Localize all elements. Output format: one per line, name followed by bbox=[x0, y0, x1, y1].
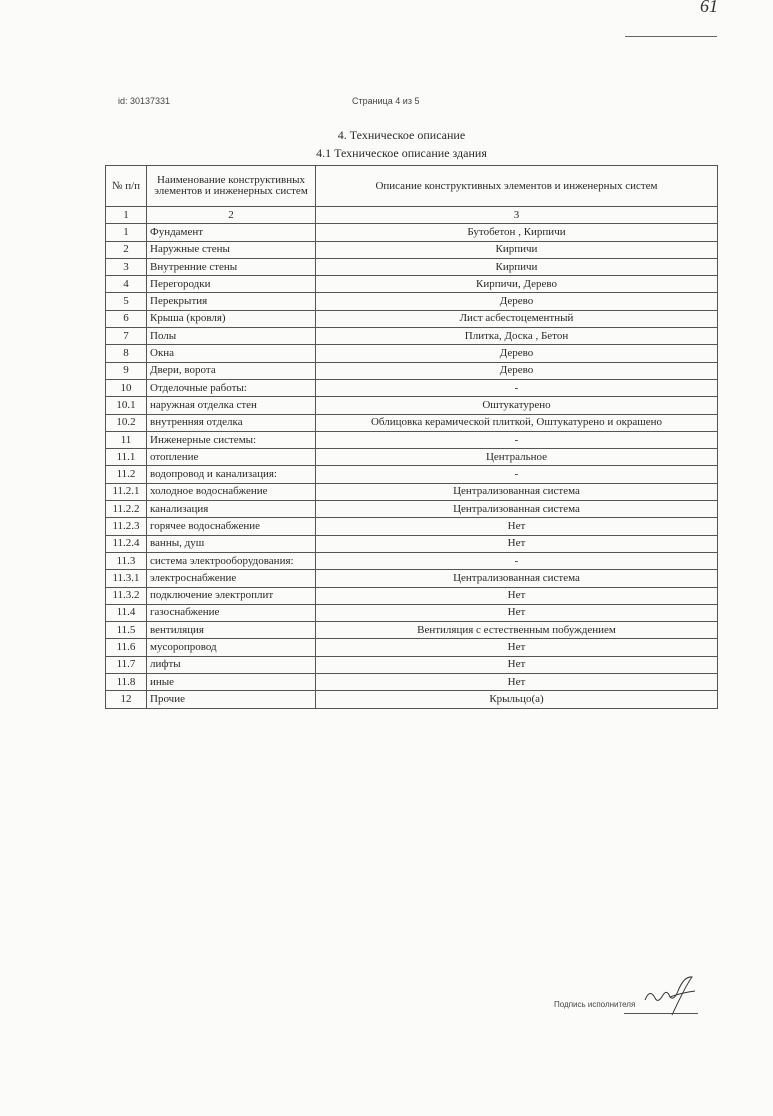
element-name: газоснабжение bbox=[147, 604, 316, 621]
row-number: 10.2 bbox=[106, 414, 147, 431]
element-description: Дерево bbox=[316, 345, 718, 362]
row-number: 2 bbox=[106, 241, 147, 258]
row-number: 10 bbox=[106, 379, 147, 396]
element-description: - bbox=[316, 552, 718, 569]
element-name: Полы bbox=[147, 328, 316, 345]
table-row bbox=[106, 328, 718, 345]
element-description: Централизованная система bbox=[316, 483, 718, 500]
element-description: Оштукатурено bbox=[316, 397, 718, 414]
element-name: холодное водоснабжение bbox=[147, 483, 316, 500]
element-name: Прочие bbox=[147, 691, 316, 708]
row-number: 11.3.1 bbox=[106, 570, 147, 587]
element-description: Нет bbox=[316, 604, 718, 621]
element-name: мусоропровод bbox=[147, 639, 316, 656]
element-name: вентиляция bbox=[147, 622, 316, 639]
table-row bbox=[106, 362, 718, 379]
table-row bbox=[106, 345, 718, 362]
table-row bbox=[106, 656, 718, 673]
row-number: 11.6 bbox=[106, 639, 147, 656]
element-description: Нет bbox=[316, 518, 718, 535]
row-number: 9 bbox=[106, 362, 147, 379]
element-description: Кирпичи, Дерево bbox=[316, 276, 718, 293]
divider bbox=[625, 36, 717, 37]
table-row bbox=[106, 691, 718, 708]
row-number: 11.2.3 bbox=[106, 518, 147, 535]
col-number: 3 bbox=[316, 207, 718, 224]
row-number: 11.8 bbox=[106, 674, 147, 691]
row-number: 11.2.1 bbox=[106, 483, 147, 500]
table-row bbox=[106, 604, 718, 621]
element-name: Фундамент bbox=[147, 224, 316, 241]
table-row bbox=[106, 622, 718, 639]
row-number: 1 bbox=[106, 224, 147, 241]
element-name: Внутренние стены bbox=[147, 258, 316, 275]
element-name: Отделочные работы: bbox=[147, 379, 316, 396]
element-description: Нет bbox=[316, 674, 718, 691]
row-number: 3 bbox=[106, 258, 147, 275]
element-description: Кирпичи bbox=[316, 258, 718, 275]
table-row bbox=[106, 501, 718, 518]
element-name: ванны, душ bbox=[147, 535, 316, 552]
table-row bbox=[106, 518, 718, 535]
element-name: канализация bbox=[147, 501, 316, 518]
document-id: id: 30137331 bbox=[118, 96, 171, 106]
element-name: внутренняя отделка bbox=[147, 414, 316, 431]
element-description: Централизованная система bbox=[316, 501, 718, 518]
row-number: 11.5 bbox=[106, 622, 147, 639]
element-description: Нет bbox=[316, 639, 718, 656]
table-row bbox=[106, 535, 718, 552]
element-name: отопление bbox=[147, 449, 316, 466]
header-description: Описание конструктивных элементов и инженерных систем bbox=[316, 166, 718, 207]
element-name: подключение электроплит bbox=[147, 587, 316, 604]
row-number: 11 bbox=[106, 431, 147, 448]
row-number: 11.7 bbox=[106, 656, 147, 673]
element-description: Плитка, Доска , Бетон bbox=[316, 328, 718, 345]
table-row bbox=[106, 483, 718, 500]
table-row bbox=[106, 587, 718, 604]
column-number-row bbox=[106, 207, 718, 224]
element-description: Бутобетон , Кирпичи bbox=[316, 224, 718, 241]
element-name: Инженерные системы: bbox=[147, 431, 316, 448]
element-name: электроснабжение bbox=[147, 570, 316, 587]
section-subtitle: 4.1 Техническое описание здания bbox=[316, 146, 487, 160]
element-description: Крыльцо(а) bbox=[316, 691, 718, 708]
row-number: 10.1 bbox=[106, 397, 147, 414]
element-description: - bbox=[316, 431, 718, 448]
element-description: Лист асбестоцементный bbox=[316, 310, 718, 327]
element-description: Централизованная система bbox=[316, 570, 718, 587]
table-row bbox=[106, 639, 718, 656]
table-row bbox=[106, 258, 718, 275]
section-title: 4. Техническое описание bbox=[337, 128, 466, 142]
table-row bbox=[106, 570, 718, 587]
table-row bbox=[106, 466, 718, 483]
row-number: 11.1 bbox=[106, 449, 147, 466]
element-description: Кирпичи bbox=[316, 241, 718, 258]
element-name: Перекрытия bbox=[147, 293, 316, 310]
element-description: Дерево bbox=[316, 293, 718, 310]
row-number: 11.2 bbox=[106, 466, 147, 483]
element-name: Крыша (кровля) bbox=[147, 310, 316, 327]
table-row bbox=[106, 414, 718, 431]
signature-line bbox=[624, 1013, 698, 1014]
element-name: Двери, ворота bbox=[147, 362, 316, 379]
handwritten-page-mark: 61 bbox=[700, 0, 718, 16]
element-description: Облицовка керамической плиткой, Оштукатурено и окрашено bbox=[316, 414, 718, 431]
element-description: Дерево bbox=[316, 362, 718, 379]
table-row bbox=[106, 224, 718, 241]
table-row bbox=[106, 431, 718, 448]
table-row bbox=[106, 293, 718, 310]
element-name: водопровод и канализация: bbox=[147, 466, 316, 483]
row-number: 11.2.4 bbox=[106, 535, 147, 552]
row-number: 6 bbox=[106, 310, 147, 327]
element-name: Наружные стены bbox=[147, 241, 316, 258]
table-row bbox=[106, 397, 718, 414]
row-number: 5 bbox=[106, 293, 147, 310]
element-name: иные bbox=[147, 674, 316, 691]
element-description: Центральное bbox=[316, 449, 718, 466]
header-number: № п/п bbox=[106, 166, 147, 207]
row-number: 11.3.2 bbox=[106, 587, 147, 604]
element-name: горячее водоснабжение bbox=[147, 518, 316, 535]
table-row bbox=[106, 310, 718, 327]
page-number: Страница 4 из 5 bbox=[352, 96, 420, 106]
signature-label: Подпись исполнителя bbox=[554, 1000, 636, 1009]
row-number: 7 bbox=[106, 328, 147, 345]
header-element: Наименование конструктивных элементов и инженерных систем bbox=[147, 166, 316, 207]
element-name: лифты bbox=[147, 656, 316, 673]
element-description: - bbox=[316, 466, 718, 483]
element-name: наружная отделка стен bbox=[147, 397, 316, 414]
row-number: 12 bbox=[106, 691, 147, 708]
element-description: Нет bbox=[316, 587, 718, 604]
row-number: 11.4 bbox=[106, 604, 147, 621]
table-row bbox=[106, 241, 718, 258]
table-row bbox=[106, 552, 718, 569]
row-number: 8 bbox=[106, 345, 147, 362]
table-row bbox=[106, 379, 718, 396]
element-description: Нет bbox=[316, 656, 718, 673]
col-number: 2 bbox=[147, 207, 316, 224]
table-row bbox=[106, 449, 718, 466]
row-number: 4 bbox=[106, 276, 147, 293]
element-description: Вентиляция с естественным побуждением bbox=[316, 622, 718, 639]
row-number: 11.2.2 bbox=[106, 501, 147, 518]
technical-description-table bbox=[105, 165, 718, 709]
table-row bbox=[106, 276, 718, 293]
col-number: 1 bbox=[106, 207, 147, 224]
element-description: Нет bbox=[316, 535, 718, 552]
table-row bbox=[106, 674, 718, 691]
element-description: - bbox=[316, 379, 718, 396]
element-name: Окна bbox=[147, 345, 316, 362]
element-name: Перегородки bbox=[147, 276, 316, 293]
row-number: 11.3 bbox=[106, 552, 147, 569]
element-name: система электрооборудования: bbox=[147, 552, 316, 569]
table-header bbox=[106, 166, 718, 207]
